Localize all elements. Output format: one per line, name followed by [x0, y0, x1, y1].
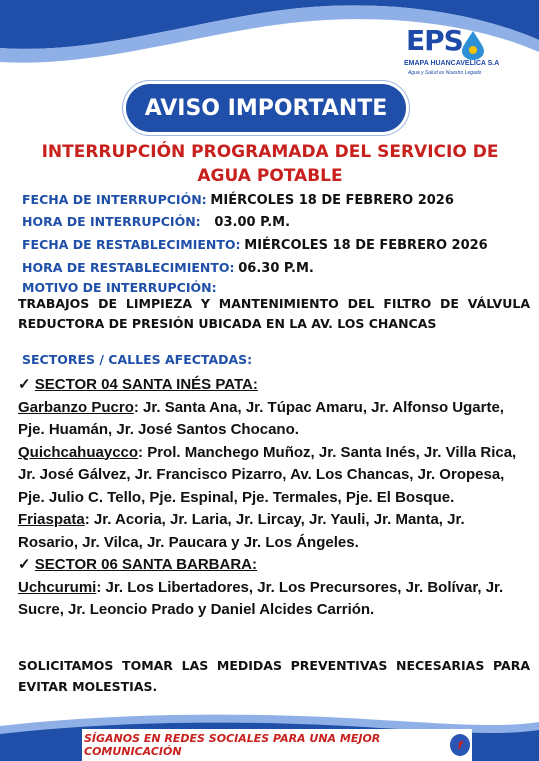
area-name: Quichcahuaycco: [18, 443, 139, 461]
sector-heading: [18, 374, 526, 397]
motivo-row: [22, 280, 217, 295]
sector-name: SECTOR 06 SANTA BARBARA:: [34, 556, 257, 573]
banner-text: AVISO IMPORTANTE: [144, 95, 388, 121]
fecha-restablecimiento-row: [22, 237, 488, 253]
logo-company-name: EMAPA HUANCAVELICA S.A: [404, 60, 500, 67]
area-item: [18, 577, 526, 622]
hora-interrupcion-row: [22, 214, 290, 230]
closing-text: SOLICITAMOS TOMAR LAS MEDIDAS PREVENTIVAS NECESARIAS PARA EVITAR MOLESTIAS.: [18, 658, 530, 694]
fecha-interrupcion-value: MIÉRCOLES 18 DE FEBRERO 2026: [210, 193, 454, 208]
logo-slogan: Agua y Salud es Nuestro Legado: [408, 70, 482, 76]
hora-interrupcion-value: 03.00 P.M.: [214, 215, 291, 230]
social-text: SÍGANOS EN REDES SOCIALES PARA UNA MEJOR COMUNICACIÓN: [84, 732, 381, 758]
notice-title: INTERRUPCIÓN PROGRAMADA DEL SERVICIO DE AGUA POTABLE: [41, 142, 499, 186]
water-drop-icon: [460, 30, 486, 60]
hora-restablecimiento-row: [22, 260, 314, 276]
sector-heading: [18, 554, 526, 577]
hora-interrupcion-label: HORA DE INTERRUPCIÓN:: [22, 214, 201, 229]
fecha-interrupcion-row: [22, 192, 454, 208]
notice-banner: [126, 84, 406, 132]
area-item: [18, 509, 526, 554]
area-name: Uchcurumi: [18, 578, 97, 596]
social-media-bar: [82, 729, 472, 761]
area-item: [18, 442, 526, 510]
fecha-interrupcion-label: FECHA DE INTERRUPCIÓN:: [22, 192, 207, 207]
sector-name: SECTOR 04 SANTA INÉS PATA:: [34, 376, 258, 393]
sectors-list: [18, 374, 526, 622]
sectors-heading: SECTORES / CALLES AFECTADAS:: [22, 352, 253, 367]
area-streets: : Jr. Acoria, Jr. Laria, Jr. Lircay, Jr. Yauli, Jr. Manta, Jr. Rosario, Jr. Vilca, Jr. Paucara y Jr. Los Ángeles.: [18, 511, 465, 551]
area-streets: : Jr. Los Libertadores, Jr. Los Precursores, Jr. Bolívar, Jr. Sucre, Jr. Leoncio Prado y Daniel Alcides Carrión.: [18, 578, 504, 618]
logo-word: EPS: [406, 24, 463, 57]
area-item: [18, 397, 526, 442]
motivo-label: MOTIVO DE INTERRUPCIÓN:: [22, 280, 217, 295]
fecha-restablecimiento-value: MIÉRCOLES 18 DE FEBRERO 2026: [244, 238, 488, 253]
hora-restablecimiento-value: 06.30 P.M.: [238, 261, 314, 276]
area-streets: : Prol. Manchego Muñoz, Jr. Santa Inés, Jr. Villa Rica, Jr. José Gálvez, Jr. Francisco Pizarro, Av. Los Chancas, Jr. Oropesa, Pje. Julio C. Tello, Pje. Espinal, Pje. Termales, Pje. El Bosque.: [18, 443, 517, 506]
check-icon: ✓: [18, 556, 31, 573]
eps-logo: [398, 20, 508, 100]
area-name: Friaspata: [18, 511, 85, 528]
facebook-icon[interactable]: f: [450, 734, 470, 756]
check-icon: ✓: [18, 376, 31, 393]
area-name: Garbanzo Pucro: [18, 398, 134, 416]
hora-restablecimiento-label: HORA DE RESTABLECIMIENTO:: [22, 260, 235, 275]
motivo-text: TRABAJOS DE LIMPIEZA Y MANTENIMIENTO DEL FILTRO DE VÁLVULA REDUCTORA DE PRESIÓN UBICADA EN LA AV. LOS CHANCAS: [18, 296, 530, 331]
fecha-restablecimiento-label: FECHA DE RESTABLECIMIENTO:: [22, 237, 241, 252]
area-streets: : Jr. Santa Ana, Jr. Túpac Amaru, Jr. Alfonso Ugarte, Pje. Huamán, Jr. José Santos Chocano.: [18, 398, 504, 438]
